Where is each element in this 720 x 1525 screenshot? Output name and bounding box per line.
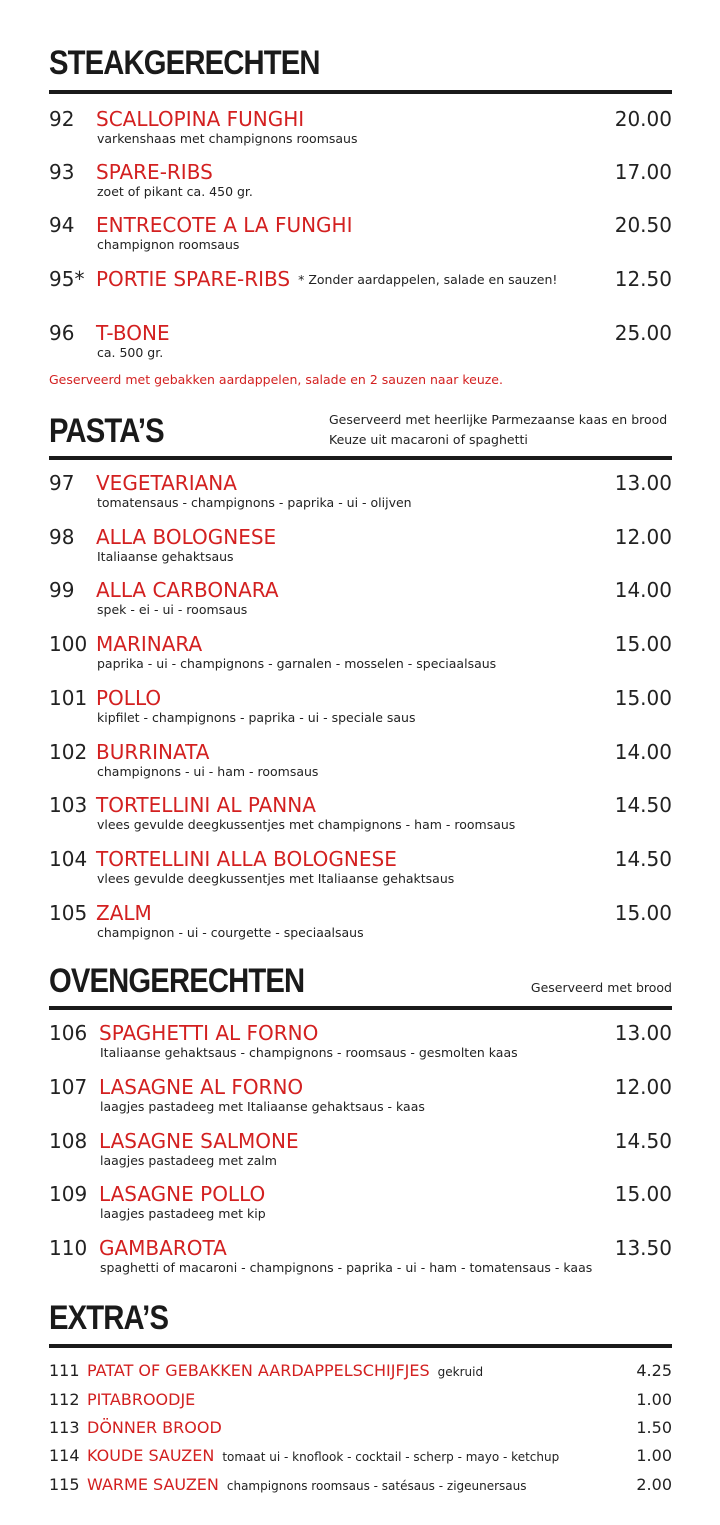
item-number: 112 (49, 1390, 80, 1409)
item-name-text: WARME SAUZEN (87, 1475, 219, 1494)
item-name-text: KOUDE SAUZEN (87, 1446, 215, 1465)
item-number: 99 (49, 578, 75, 602)
item-price: 12.00 (614, 1075, 672, 1099)
item-number: 97 (49, 471, 75, 495)
item-price: 13.00 (614, 1021, 672, 1045)
item-price: 14.50 (614, 793, 672, 817)
item-price: 15.00 (614, 1182, 672, 1206)
item-number: 105 (49, 901, 88, 925)
item-name (87, 1389, 203, 1412)
item-name (96, 266, 557, 293)
item-name (87, 1417, 230, 1440)
item-price: 20.00 (614, 107, 672, 131)
item-description: ca. 500 gr. (97, 345, 164, 360)
item-price: 20.50 (614, 213, 672, 237)
item-name: ENTRECOTE A LA FUNGHI (96, 213, 353, 237)
section-title-steak: STEAKGERECHTEN (49, 44, 320, 82)
item-price: 17.00 (614, 160, 672, 184)
section-title-pasta: PASTA’S (49, 412, 164, 450)
item-note: * Zonder aardappelen, salade en sauzen! (298, 272, 558, 287)
menu-item (49, 900, 672, 950)
item-description: champignon roomsaus (97, 237, 240, 252)
menu-item (49, 470, 672, 520)
item-number: 96 (49, 321, 75, 345)
item-description: laagjes pastadeeg met Italiaanse gehaktsaus - kaas (100, 1099, 425, 1114)
section-note-line: Geserveerd met heerlijke Parmezaanse kaas en brood (329, 412, 668, 427)
item-number: 114 (49, 1446, 80, 1465)
item-name (87, 1445, 559, 1468)
item-description: Italiaanse gehaktsaus (97, 549, 234, 564)
item-name-text: PITABROODJE (87, 1390, 196, 1409)
section-note-line: Keuze uit macaroni of spaghetti (329, 432, 528, 447)
item-price: 12.50 (614, 267, 672, 291)
item-description: vlees gevulde deegkussentjes met champignons - ham - roomsaus (97, 817, 516, 832)
item-name-text: DÖNNER BROOD (87, 1418, 222, 1437)
item-name: ALLA BOLOGNESE (96, 525, 277, 549)
item-price: 4.25 (636, 1361, 672, 1380)
item-description: varkenshaas met champignons roomsaus (97, 131, 358, 146)
item-price: 14.00 (614, 578, 672, 602)
extra-item (49, 1445, 672, 1469)
item-description: laagjes pastadeeg met kip (100, 1206, 266, 1221)
item-name: TORTELLINI ALLA BOLOGNESE (96, 847, 397, 871)
menu-item (49, 739, 672, 789)
item-description: Italiaanse gehaktsaus - champignons - roomsaus - gesmolten kaas (100, 1045, 518, 1060)
section-title-extras: EXTRA’S (49, 1299, 169, 1337)
item-number: 103 (49, 793, 88, 817)
item-description: zoet of pikant ca. 450 gr. (97, 184, 253, 199)
item-name: SPAGHETTI AL FORNO (99, 1021, 319, 1045)
menu-item (49, 577, 672, 627)
item-number: 101 (49, 686, 88, 710)
item-price: 13.50 (614, 1236, 672, 1260)
item-name (87, 1474, 527, 1497)
item-name: POLLO (96, 686, 162, 710)
menu-item (49, 106, 672, 156)
item-price: 14.50 (614, 847, 672, 871)
item-price: 14.00 (614, 740, 672, 764)
menu-item (49, 1074, 672, 1124)
item-name: SPARE-RIBS (96, 160, 213, 184)
menu-item (49, 792, 672, 842)
menu-item (49, 1128, 672, 1178)
item-name (87, 1360, 483, 1383)
item-price: 15.00 (614, 632, 672, 656)
menu-item (49, 266, 672, 316)
section-rule (49, 1006, 672, 1010)
section-rule (49, 90, 672, 94)
menu-item (49, 1235, 672, 1285)
item-description: kipfilet - champignons - paprika - ui - speciale saus (97, 710, 416, 725)
item-price: 13.00 (614, 471, 672, 495)
item-name: MARINARA (96, 632, 203, 656)
item-number: 92 (49, 107, 75, 131)
section-note (329, 410, 667, 450)
item-number: 94 (49, 213, 75, 237)
item-description: champignons - ui - ham - roomsaus (97, 764, 319, 779)
section-note: Geserveerd met brood (530, 980, 672, 995)
item-name-text: PORTIE SPARE-RIBS (96, 267, 291, 291)
item-name: LASAGNE AL FORNO (99, 1075, 304, 1099)
item-description: laagjes pastadeeg met zalm (100, 1153, 277, 1168)
item-number: 93 (49, 160, 75, 184)
extra-item (49, 1474, 672, 1498)
menu-item (49, 524, 672, 574)
menu-item (49, 212, 672, 262)
menu-item (49, 320, 672, 370)
item-name: LASAGNE SALMONE (99, 1129, 299, 1153)
item-name: ALLA CARBONARA (96, 578, 279, 602)
item-name: GAMBAROTA (99, 1236, 227, 1260)
item-name: SCALLOPINA FUNGHI (96, 107, 305, 131)
item-note: gekruid (437, 1365, 484, 1379)
item-name: BURRINATA (96, 740, 210, 764)
section-rule (49, 1344, 672, 1348)
item-price: 14.50 (614, 1129, 672, 1153)
menu-item (49, 631, 672, 681)
menu-item (49, 1020, 672, 1070)
item-number: 104 (49, 847, 88, 871)
item-number: 106 (49, 1021, 88, 1045)
item-price: 1.00 (636, 1390, 672, 1409)
item-name: ZALM (96, 901, 152, 925)
item-number: 111 (49, 1361, 80, 1380)
menu-item (49, 1181, 672, 1231)
item-number: 113 (49, 1418, 80, 1437)
item-name: T-BONE (96, 321, 170, 345)
item-price: 25.00 (614, 321, 672, 345)
item-price: 1.00 (636, 1446, 672, 1465)
item-number: 102 (49, 740, 88, 764)
item-price: 15.00 (614, 901, 672, 925)
item-price: 2.00 (636, 1475, 672, 1494)
item-price: 12.00 (614, 525, 672, 549)
item-price: 1.50 (636, 1418, 672, 1437)
item-name: LASAGNE POLLO (99, 1182, 266, 1206)
item-note: champignons roomsaus - satésaus - zigeunersaus (226, 1479, 527, 1493)
section-footnote: Geserveerd met gebakken aardappelen, salade en 2 sauzen naar keuze. (49, 372, 503, 387)
menu-item (49, 685, 672, 735)
item-description: tomatensaus - champignons - paprika - ui - olijven (97, 495, 412, 510)
item-name: TORTELLINI AL PANNA (96, 793, 316, 817)
menu-item (49, 159, 672, 209)
item-number: 100 (49, 632, 88, 656)
item-number: 115 (49, 1475, 80, 1494)
menu-item (49, 846, 672, 896)
item-note: tomaat ui - knoflook - cocktail - scherp - mayo - ketchup (222, 1450, 560, 1464)
extra-item (49, 1360, 672, 1384)
section-title-oven: OVENGERECHTEN (49, 962, 305, 1000)
item-number: 110 (49, 1236, 88, 1260)
item-number: 98 (49, 525, 75, 549)
item-description: champignon - ui - courgette - speciaalsaus (97, 925, 364, 940)
extra-item (49, 1417, 672, 1441)
item-number: 107 (49, 1075, 88, 1099)
item-name-text: PATAT OF GEBAKKEN AARDAPPELSCHIJFJES (87, 1361, 430, 1380)
section-rule (49, 456, 672, 460)
item-description: paprika - ui - champignons - garnalen - mosselen - speciaalsaus (97, 656, 497, 671)
item-description: spaghetti of macaroni - champignons - paprika - ui - ham - tomatensaus - kaas (100, 1260, 593, 1275)
item-price: 15.00 (614, 686, 672, 710)
item-description: vlees gevulde deegkussentjes met Italiaanse gehaktsaus (97, 871, 455, 886)
item-number: 95* (49, 267, 85, 291)
extra-item (49, 1389, 672, 1413)
item-description: spek - ei - ui - roomsaus (97, 602, 248, 617)
item-number: 109 (49, 1182, 88, 1206)
item-name: VEGETARIANA (96, 471, 237, 495)
item-number: 108 (49, 1129, 88, 1153)
